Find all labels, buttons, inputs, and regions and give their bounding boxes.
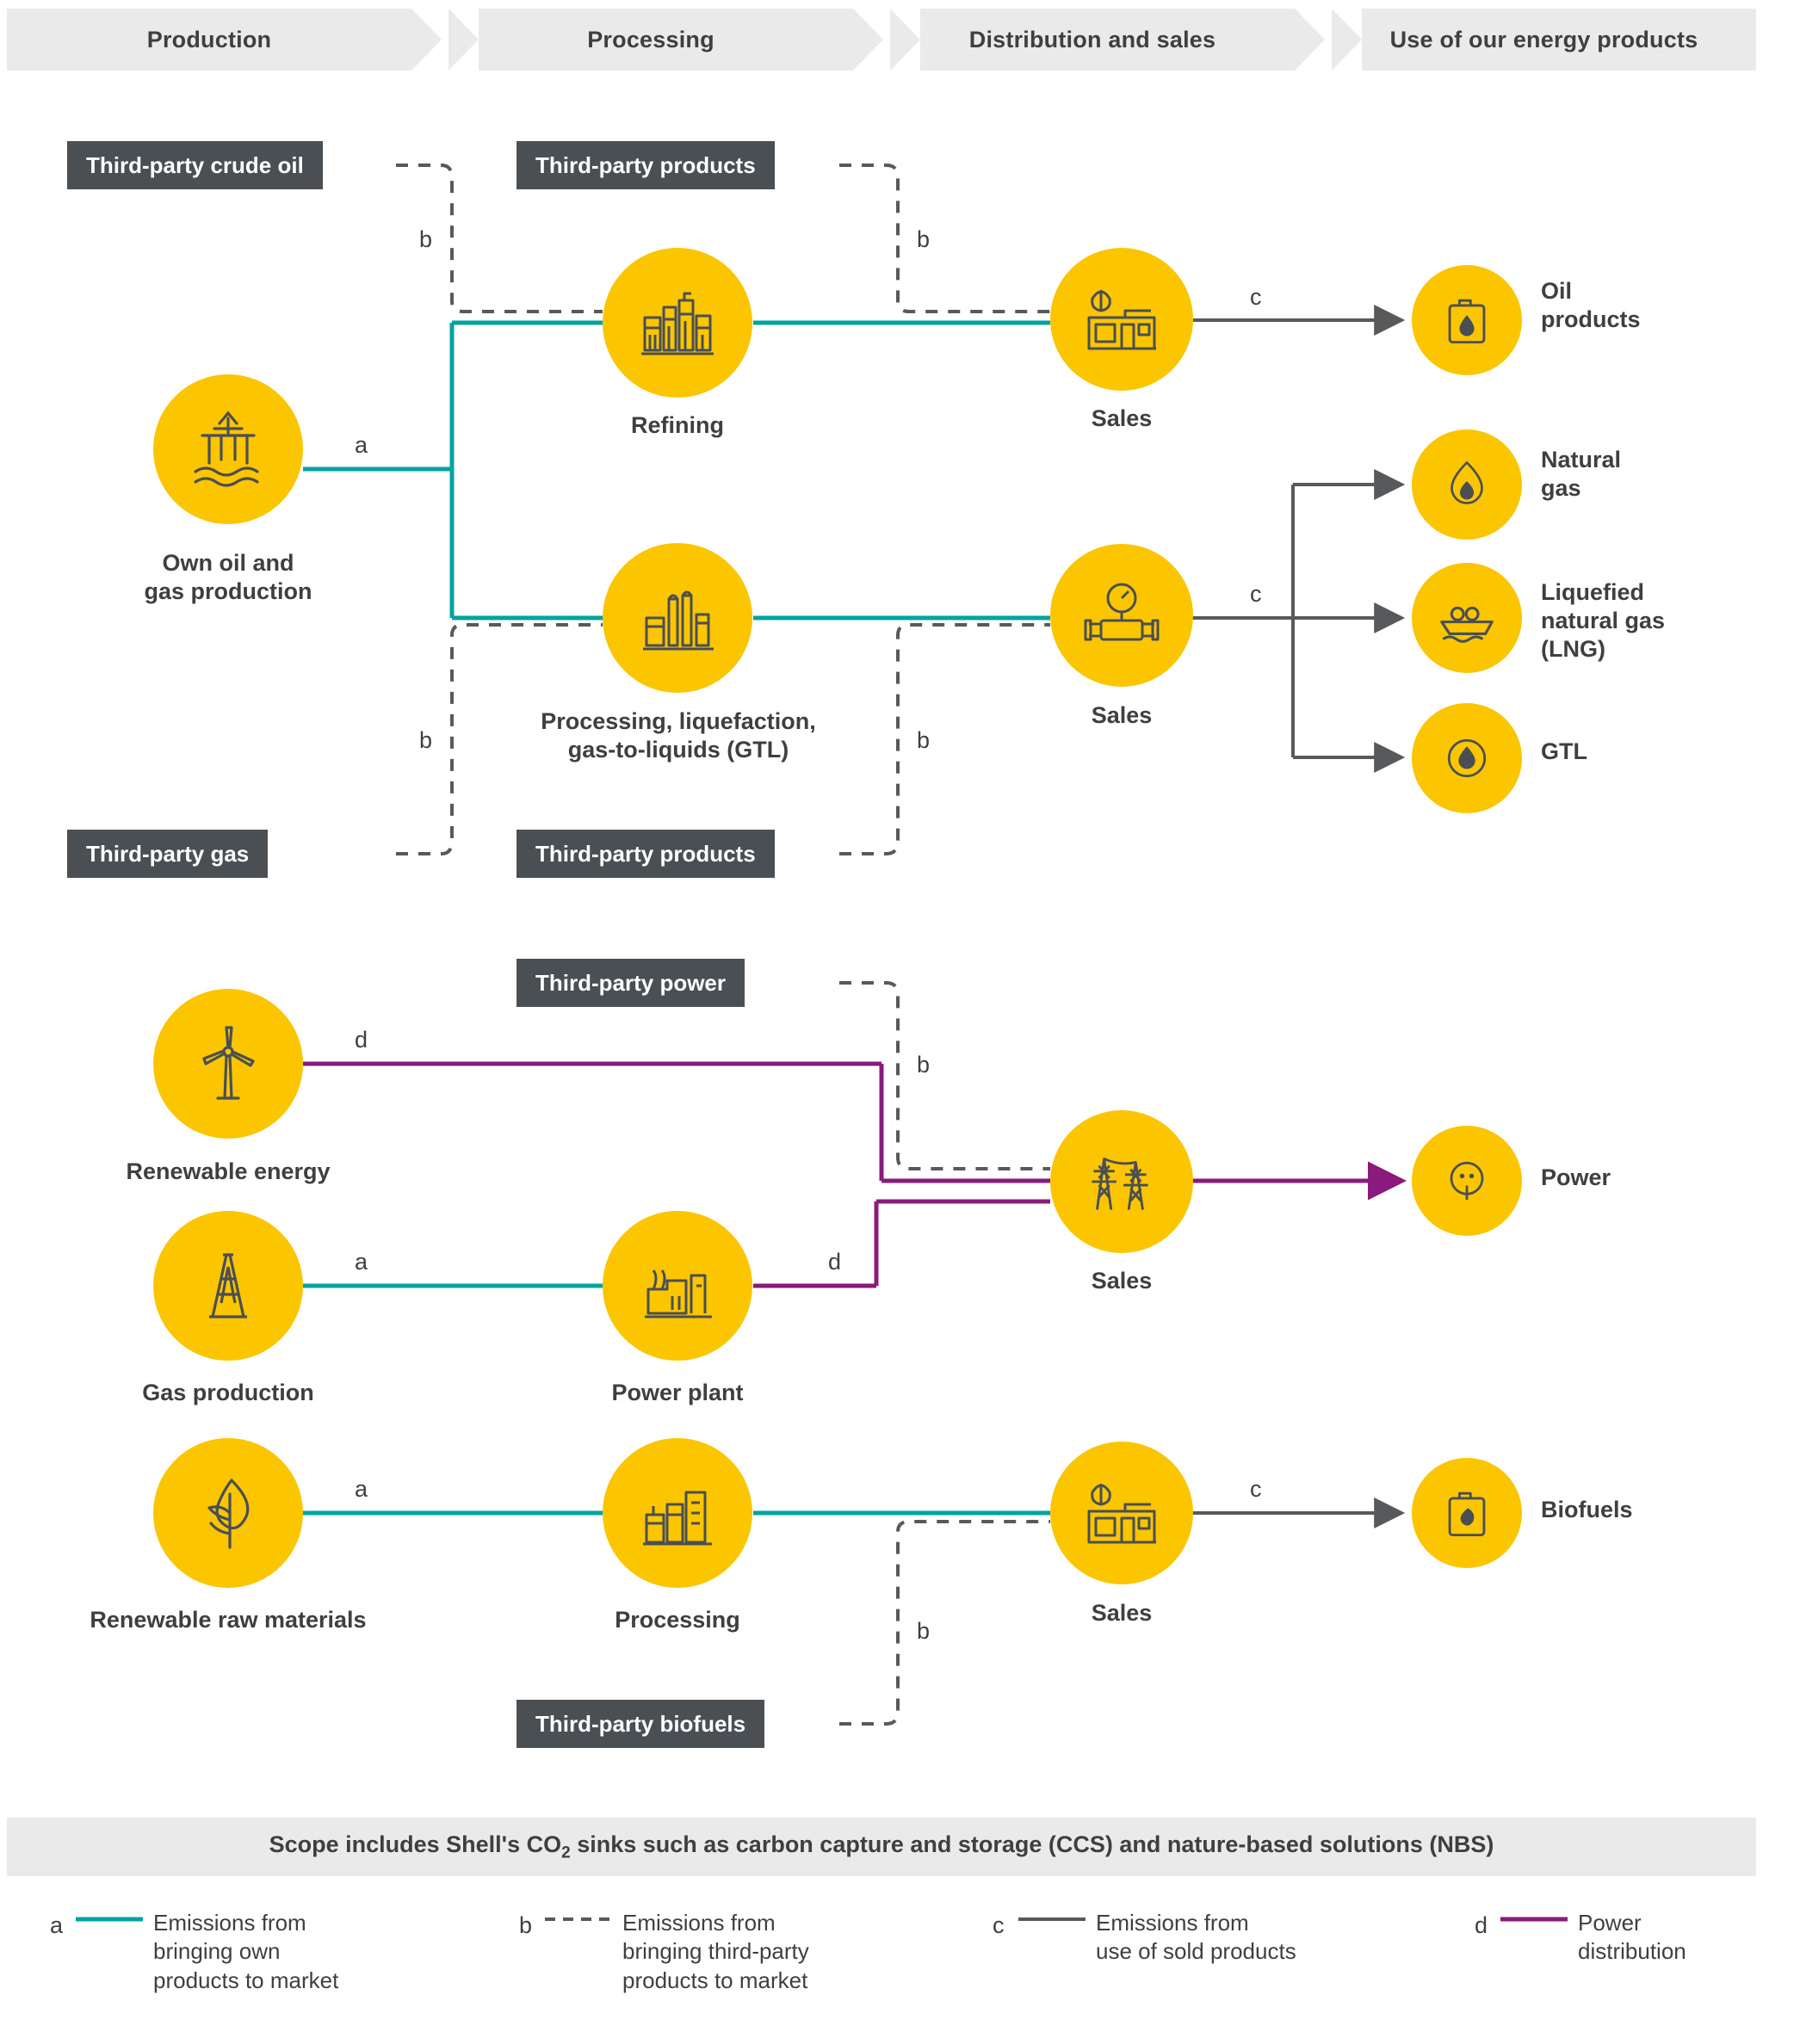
label-natural-gas: Natural gas: [1541, 447, 1622, 501]
node-power-plant: [603, 1211, 752, 1361]
legend-text-d: Power distribution: [1578, 1910, 1686, 1965]
shell-station-bio-icon: [1077, 1468, 1166, 1558]
scope-note: [7, 1818, 1756, 1876]
node-natural-gas: [1412, 429, 1522, 540]
legend-swatch-solid-teal: [76, 1913, 143, 1925]
node-biofuels: [1412, 1458, 1522, 1568]
edge-label-b-power: b: [917, 1052, 931, 1078]
label-sales-power: Sales: [1091, 1268, 1153, 1294]
node-refining: [603, 248, 752, 398]
scope-note-text: Scope includes Shell's $CO_2$ sinks such as carbon capture and storage (CCS) and nature-based solutions (NBS): [269, 1831, 1494, 1862]
label-processing-liquefaction-gtl: Processing, liquefaction, gas-to-liquids (GTL): [541, 708, 816, 763]
label-biofuels: Biofuels: [1541, 1497, 1633, 1522]
shell-station-icon: [1077, 275, 1166, 364]
legend-key-c: c: [993, 1912, 1005, 1938]
transmission-towers-icon: [1076, 1136, 1167, 1227]
legend-key-b: b: [519, 1912, 533, 1938]
chip-third-party-crude-oil: Third-party crude oil: [67, 141, 323, 189]
node-own-oil-and-gas-production: [153, 374, 303, 524]
legend-text-c: Emissions from use of sold products: [1096, 1910, 1296, 1965]
label-sales-bio: Sales: [1091, 1600, 1153, 1626]
chip-third-party-power: Third-party power: [516, 959, 745, 1007]
legend-swatch-dashed-grey: [545, 1913, 612, 1925]
gas-rig-icon: [183, 1241, 273, 1331]
edge-label-d-renewable: d: [355, 1027, 368, 1053]
node-renewable-energy: [153, 989, 303, 1139]
flame-drop-icon: [1437, 454, 1497, 515]
node-lng: [1412, 563, 1522, 673]
phase-processing: Processing: [448, 9, 853, 71]
legend-item-a: [50, 1909, 411, 1995]
label-sales-oil: Sales: [1091, 405, 1153, 431]
chip-third-party-gas: Third-party gas: [67, 830, 268, 878]
phase-banner: [0, 9, 1800, 71]
node-processing-liquefaction-gtl: [603, 543, 752, 693]
edge-label-c-oil: c: [1250, 284, 1262, 310]
label-gtl: GTL: [1541, 738, 1587, 764]
node-power: [1412, 1126, 1522, 1236]
label-power: Power: [1541, 1164, 1611, 1190]
edge-label-a-gas-production: a: [355, 1249, 368, 1275]
label-sales-gas: Sales: [1091, 702, 1153, 728]
plug-icon: [1436, 1150, 1498, 1212]
chip-third-party-products-oil: Third-party products: [516, 141, 775, 189]
power-plant-icon: [633, 1241, 722, 1331]
edge-label-b-products-gas: b: [917, 727, 931, 753]
node-sales-oil: [1050, 248, 1193, 391]
legend-key-d: d: [1475, 1912, 1488, 1938]
chip-third-party-products-gas: Third-party products: [516, 830, 775, 878]
edge-label-b-crude: b: [419, 226, 433, 252]
oil-platform-icon: [183, 404, 273, 494]
legend-item-b: [519, 1909, 924, 1995]
legend-text-a: Emissions from bringing own products to market: [153, 1910, 339, 1993]
leaf-icon: [183, 1468, 273, 1558]
legend-item-c: [993, 1909, 1397, 1967]
node-sales-bio: [1050, 1442, 1193, 1584]
legend-swatch-solid-purple: [1500, 1913, 1568, 1925]
chip-third-party-biofuels: Third-party biofuels: [516, 1700, 764, 1748]
phase-distribution-and-sales: Distribution and sales: [890, 9, 1295, 71]
edge-label-a-bio: a: [355, 1476, 368, 1502]
node-renewable-raw-materials: [153, 1438, 303, 1588]
gas-pipeline-meter-icon: [1077, 571, 1166, 660]
gtl-drop-icon: [1436, 727, 1498, 789]
edge-label-d-power-plant: d: [828, 1249, 842, 1275]
edge-label-c-gas: c: [1250, 581, 1262, 607]
label-power-plant: Power plant: [611, 1380, 744, 1405]
edge-label-b-gas: b: [419, 727, 433, 753]
label-own-oil-and-gas-production: Own oil and gas production: [144, 550, 312, 604]
phase-production: Production: [7, 9, 411, 71]
label-refining: Refining: [631, 412, 724, 438]
edge-label-c-bio: c: [1250, 1476, 1262, 1502]
legend: [50, 1909, 1772, 2029]
node-gtl: [1412, 703, 1522, 813]
wind-turbine-icon: [183, 1019, 273, 1108]
edge-label-a-oil: a: [355, 432, 368, 458]
node-gas-production: [153, 1211, 303, 1361]
node-sales-gas: [1050, 544, 1193, 687]
node-oil-products: [1412, 265, 1522, 375]
node-processing-bio: [603, 1438, 752, 1588]
edge-label-b-biofuels: b: [917, 1618, 931, 1644]
label-processing-bio: Processing: [615, 1607, 740, 1633]
jerrycan-bio-icon: [1435, 1481, 1499, 1545]
bio-refinery-icon: [633, 1468, 722, 1558]
legend-key-a: a: [50, 1912, 64, 1938]
label-renewable-energy: Renewable energy: [126, 1158, 331, 1184]
legend-item-d: [1475, 1909, 1767, 1967]
edge-label-b-products-oil: b: [917, 226, 931, 252]
lng-tanker-icon: [1432, 584, 1501, 652]
label-oil-products: Oil products: [1541, 278, 1641, 332]
gas-plant-icon: [633, 573, 722, 663]
label-lng: Liquefied natural gas (LNG): [1541, 579, 1666, 662]
legend-swatch-solid-grey: [1018, 1913, 1086, 1925]
label-gas-production: Gas production: [142, 1380, 314, 1405]
jerrycan-oil-icon: [1435, 288, 1499, 352]
label-renewable-raw-materials: Renewable raw materials: [90, 1607, 367, 1633]
legend-text-b: Emissions from bringing third-party products to market: [622, 1910, 809, 1993]
refinery-icon: [633, 278, 722, 367]
phase-use-of-products: Use of our energy products: [1332, 9, 1756, 71]
node-sales-power: [1050, 1110, 1193, 1253]
